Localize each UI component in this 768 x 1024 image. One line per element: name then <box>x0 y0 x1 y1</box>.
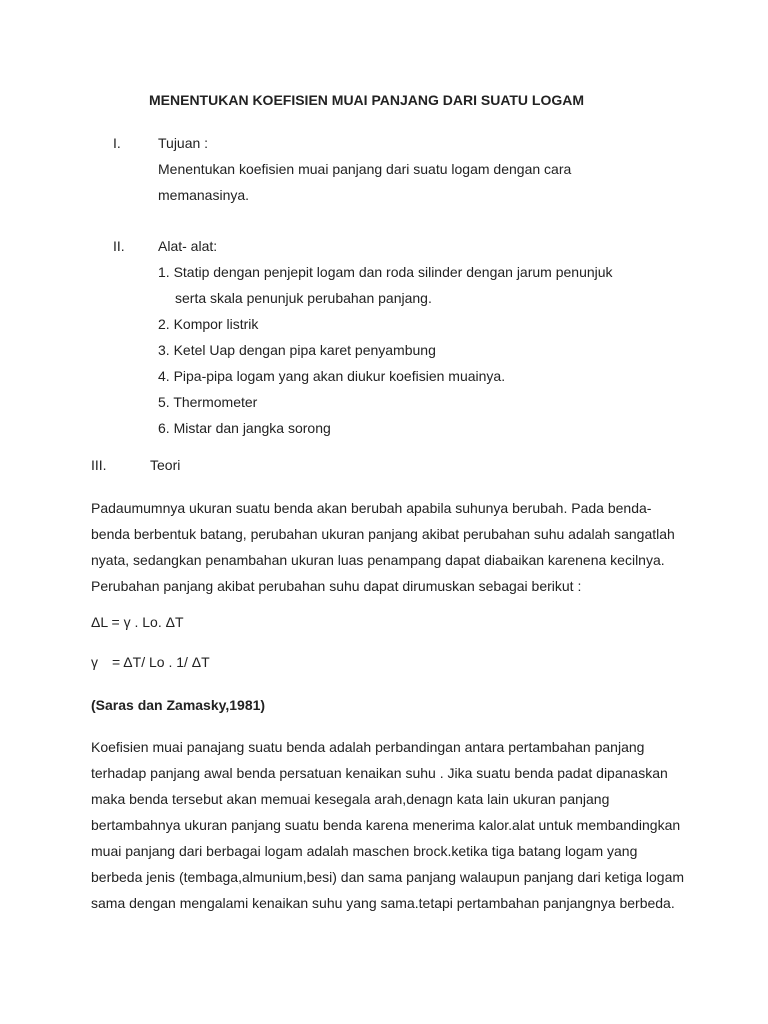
section-number: II. <box>113 238 125 254</box>
section-number: I. <box>113 135 121 151</box>
paragraph-line: berbeda jenis (tembaga,almunium,besi) dan sama panjang walaupun panjang dari ketiga logam <box>91 869 685 885</box>
paragraph-line: bertambahnya ukuran panjang suatu benda karena menerima kalor.alat untuk membandingkan <box>91 817 681 833</box>
paragraph-line: maka benda tersebut akan memuai kesegala arah,denagn kata lain ukuran panjang <box>91 791 610 807</box>
list-item: 4. Pipa-pipa logam yang akan diukur koefisien muainya. <box>158 368 506 384</box>
list-item: 5. Thermometer <box>158 394 258 410</box>
list-item: serta skala penunjuk perubahan panjang. <box>175 290 432 306</box>
formula: ΔL = γ . Lo. ΔT <box>91 614 184 630</box>
list-item: 3. Ketel Uap dengan pipa karet penyambung <box>158 342 436 358</box>
list-item: 2. Kompor listrik <box>158 316 259 332</box>
paragraph-line: terhadap panjang awal benda persatuan kenaikan suhu . Jika suatu benda padat dipanaskan <box>91 765 668 781</box>
section-number: III. <box>91 457 107 473</box>
citation: (Saras dan Zamasky,1981) <box>91 697 266 713</box>
section-heading: Teori <box>150 457 181 473</box>
list-item: 6. Mistar dan jangka sorong <box>158 420 331 436</box>
paragraph-line: sama dengan mengalami kenaikan suhu yang sama.tetapi pertambahan panjangnya berbeda. <box>91 895 675 911</box>
paragraph-line: Koefisien muai panajang suatu benda adalah perbandingan antara pertambahan panjang <box>91 739 645 755</box>
paragraph-line: Padaumumnya ukuran suatu benda akan berubah apabila suhunya berubah. Pada benda- <box>91 500 652 516</box>
list-item: 1. Statip dengan penjepit logam dan roda silinder dengan jarum penunjuk <box>158 264 613 280</box>
text-line: Menentukan koefisien muai panjang dari suatu logam dengan cara <box>158 161 572 177</box>
paragraph-line: benda berbentuk batang, perubahan ukuran panjang akibat perubahan suhu adalah sangatlah <box>91 526 675 542</box>
paragraph-line: muai panjang dari berbagai logam adalah maschen brock.ketika tiga batang logam yang <box>91 843 638 859</box>
document-title: MENENTUKAN KOEFISIEN MUAI PANJANG DARI SUATU LOGAM <box>149 92 585 108</box>
formula-rhs: = ΔT/ Lo . 1/ ΔT <box>112 654 210 670</box>
formula-lhs: γ <box>91 654 98 670</box>
section-heading: Alat- alat: <box>158 238 218 254</box>
paragraph-line: nyata, sedangkan penambahan ukuran luas penampang dapat diabaikan karenena kecilnya. <box>91 552 665 568</box>
text-line: memanasinya. <box>158 187 250 203</box>
paragraph-line: Perubahan panjang akibat perubahan suhu dapat dirumuskan sebagai berikut : <box>91 578 582 594</box>
section-heading: Tujuan : <box>158 135 209 151</box>
